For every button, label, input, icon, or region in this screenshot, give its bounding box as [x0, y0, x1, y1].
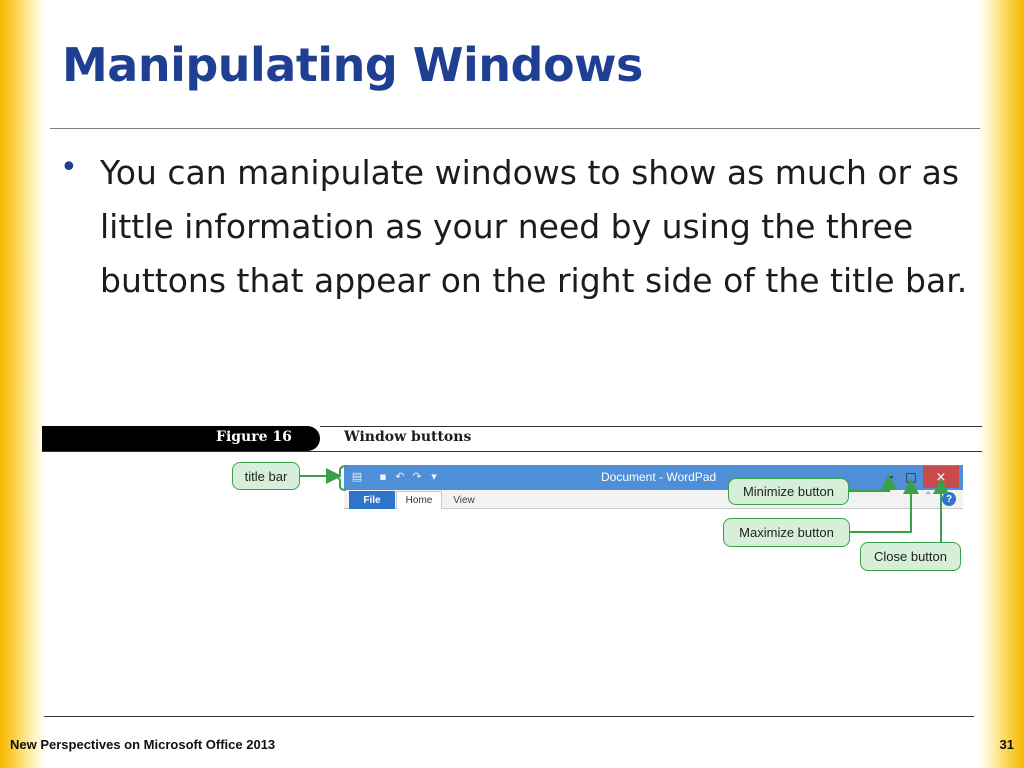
page-number: 31	[999, 737, 1014, 752]
tab-file: File	[349, 491, 395, 509]
redo-icon: ↷	[412, 469, 422, 483]
callout-close-button: Close button	[860, 542, 961, 571]
figure-bottom-rule	[42, 451, 982, 452]
slide-title: Manipulating Windows	[62, 38, 643, 92]
right-gold-edge	[978, 0, 1024, 768]
undo-icon: ↶	[395, 469, 405, 483]
maximize-button-icon: □	[905, 470, 917, 484]
tab-home: Home	[396, 491, 442, 509]
bullet-marker: •	[60, 150, 78, 185]
callout-maximize-button: Maximize button	[723, 518, 850, 547]
bullet-text: You can manipulate windows to show as much or as little information as your need by using the three buttons that appear on the right side of the title bar.	[100, 153, 968, 300]
figure-caption: Window buttons	[344, 429, 472, 445]
wordpad-app-icon: ▤	[351, 469, 363, 483]
window-title: Document - WordPad	[601, 470, 717, 484]
minimize-button-icon: –	[886, 469, 894, 485]
figure-top-rule	[320, 426, 982, 427]
help-icon: ?	[942, 492, 956, 506]
figure-label: Figure 16	[216, 429, 292, 445]
chevron-up-icon: ⌃	[924, 491, 933, 502]
footer-source: New Perspectives on Microsoft Office 2013	[10, 737, 276, 752]
title-divider	[50, 128, 980, 129]
save-icon: ▪	[379, 469, 387, 483]
callout-title-bar: title bar	[232, 462, 300, 490]
footer-divider	[44, 716, 974, 717]
customize-toolbar-icon: ▾	[431, 469, 437, 483]
callout-minimize-button: Minimize button	[728, 478, 849, 505]
close-button-icon: ×	[923, 466, 959, 488]
tab-view: View	[453, 494, 475, 506]
left-gold-edge	[0, 0, 46, 768]
